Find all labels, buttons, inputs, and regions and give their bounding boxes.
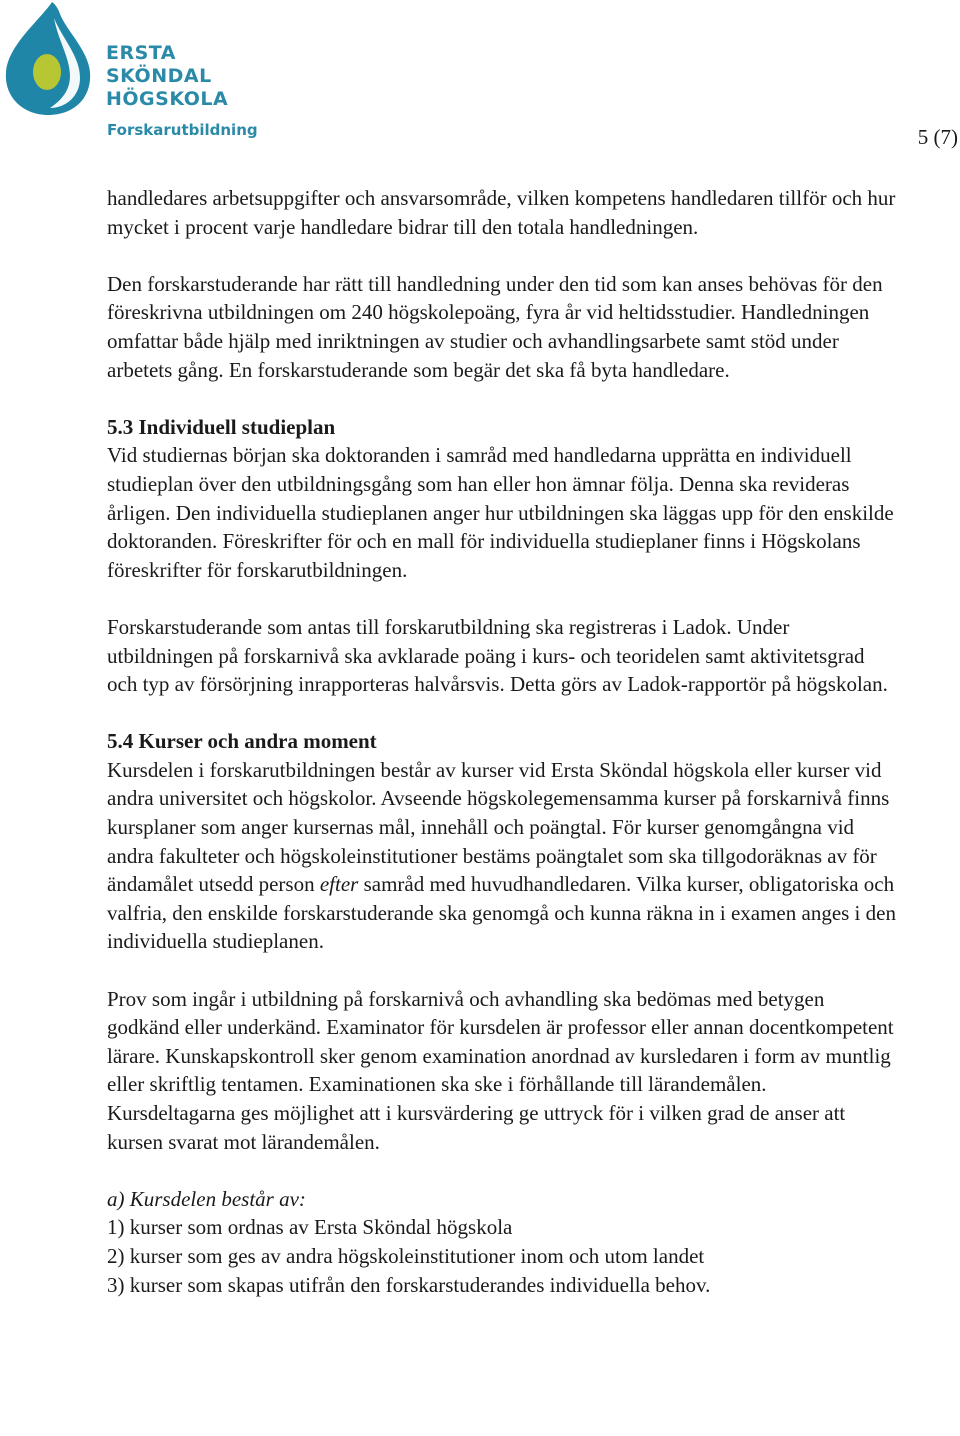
section-heading-5-3: 5.3 Individuell studieplan: [107, 414, 336, 439]
drop-logo-icon: [0, 0, 100, 120]
logo-subtitle: Forskarutbildning: [107, 121, 258, 139]
paragraph-courses-part-a: Kursdelen i forskarutbildningen består av kurser vid Ersta Sköndal högskola eller kurser vid andra universitet och högskolor. Avseende högskolegemensamma kurser på forskarnivå finns kursplaner som anger kursernas mål, innehåll och poängtal. För kurser genomgångna vid andra fakulteter och högskoleinstitutioner bestäms poängtalet som ska tillgodoräknas av för ändamålet utsedd person: [107, 757, 890, 897]
document-body: [107, 184, 897, 1299]
paragraph-courses-part-b: samråd med huvudhandledaren. Vilka kurser, obligatoriska och valfria, den enskilde forskarstuderande ska genomgå och kunna räkna in i examen anges i den individuella studieplanen.: [107, 872, 896, 954]
paragraph-supervision-rights: Den forskarstuderande har rätt till handledning under den tid som kan anses behövas för den föreskrivna utbildningen om 240 högskolepoäng, fyra år vid heltidsstudier. Handledningen omfattar både hjälp med inriktningen av studier och avhandlingsarbete samt stöd under arbetets gång. En forskarstuderande som begär det ska få byta handledare.: [107, 271, 883, 382]
list-item: 3) kurser som skapas utifrån den forskarstuderandes individuella behov.: [107, 1272, 711, 1297]
course-list: [107, 1213, 897, 1299]
list-item: 2) kurser som ges av andra högskoleinstitutioner inom och utom landet: [107, 1243, 705, 1268]
logo-wordmark: [106, 42, 228, 111]
section-5-3: [107, 413, 897, 699]
paragraph-ladok: Forskarstuderande som antas till forskarutbildning ska registreras i Ladok. Under utbildningen på forskarnivå ska avklarade poäng i kurs- och teoridelen samt aktivitetsgrad och typ av försörjning inrapporteras halvårsvis. Detta görs av Ladok-rapportör på högskolan.: [107, 614, 888, 697]
paragraph-supervisor-tasks: handledares arbetsuppgifter och ansvarsområde, vilken kompetens handledaren tillför och hur mycket i procent varje handledare bidrar till den totala handledningen.: [107, 186, 896, 239]
paragraph-examination: Prov som ingår i utbildning på forskarnivå och avhandling ska bedömas med betygen godkänd eller underkänd. Examinator för kursdelen är professor eller annan docentkompetent lärare. Kunskapskontroll sker genom examination anordnad av kursledaren i form av muntlig eller skriftlig tentamen. Examinationen ska ske i förhållande till lärandemålen. Kursdeltagarna ges möjlighet att i kursvärdering ge uttryck för i vilken grad de anser att kursen svarat mot lärandemålen.: [107, 986, 894, 1154]
logo-line-2: SKÖNDAL: [106, 65, 212, 87]
paragraph-courses: [107, 756, 897, 956]
logo: [0, 0, 258, 150]
paragraph-courses-emphasis: efter: [319, 872, 359, 897]
logo-line-1: ERSTA: [106, 42, 176, 64]
section-heading-5-4: 5.4 Kurser och andra moment: [107, 729, 377, 754]
section-5-4: [107, 727, 897, 1299]
logo-line-3: HÖGSKOLA: [106, 88, 229, 110]
list-item: 1) kurser som ordnas av Ersta Sköndal högskola: [107, 1215, 513, 1240]
paragraph-study-plan: Vid studiernas början ska doktoranden i samråd med handledarna upprätta en individuell studieplan över den utbildningsgång som han eller hon ämnar följa. Denna ska revideras årligen. Den individuella studieplanen anger hur utbildningen ska läggas upp för den enskilde doktoranden. Föreskrifter för och en mall för individuella studieplaner finns i Högskolans föreskrifter för forskarutbildningen.: [107, 443, 894, 582]
list-title: a) Kursdelen består av:: [107, 1186, 306, 1211]
page-number: 5 (7): [917, 125, 958, 149]
